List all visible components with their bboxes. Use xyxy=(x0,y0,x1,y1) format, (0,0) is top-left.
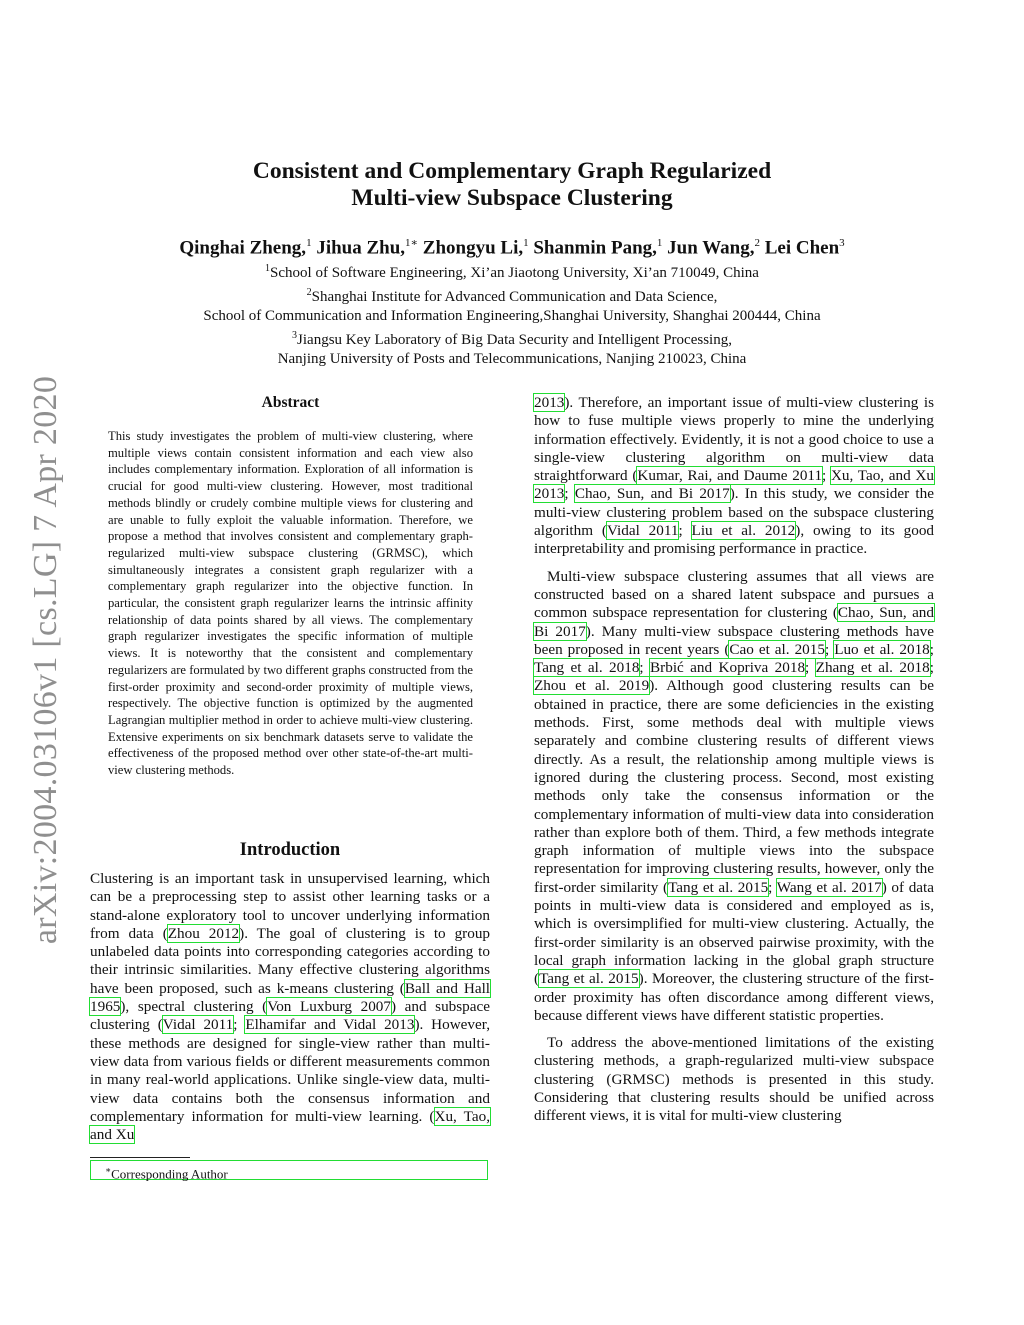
footnote-link[interactable] xyxy=(90,1160,488,1180)
author-affiliation-mark: 1 xyxy=(306,237,312,249)
author-name: Shanmin Pang, xyxy=(533,237,657,259)
intro-paragraph-2: Multi-view subspace clustering assumes that all views are constructed based on a shared latent subspace and pursues a common subspace representation for clustering (Chao, Sun, and Bi 2017). Many multi-view subspace clustering methods have been proposed in recent years (Cao et al. 2015; Luo et al. 2018; Tang et al. 2018; Brbić and Kopriva 2018; Zhang et al. 2018; Zhou et al. 2019). Although good clustering results can be obtained in practice, there are some deficiencies in the existing methods. First, some methods deal with multiple views separately and combine clustering results of different views directly. As a result, the relationship among multiple views is ignored during the clustering process. Second, most existing methods only take the consensus information or the complementary information of multi-view data into consideration rather than explore both of them. Third, a few methods integrate graph information of multiple views into the subspace representation for improving clustering results, however, only the first-order similarity (Tang et al. 2015; Wang et al. 2017) of data points in multi-view data is considered and employed as is, which is oversimplified for multi-view clustering. Actually, the first-order similarity is an observed pairwise proximity, with the local graph information lacking in the global graph structure (Tang et al. 2015). Moreover, the clustering structure of the first-order proximity has often discordance among different views, because different views have different statistic properties. xyxy=(534,567,934,1024)
citation-link[interactable]: Vidal 2011 xyxy=(606,522,679,540)
citation-link[interactable]: Wang et al. 2017 xyxy=(776,878,882,896)
footnote-text: Corresponding Author xyxy=(111,1166,228,1182)
abstract-heading: Abstract xyxy=(261,394,320,411)
affiliations xyxy=(0,259,1024,369)
arxiv-sidebar-stamp xyxy=(22,365,70,955)
citation-link[interactable]: Zhang et al. 2018 xyxy=(815,659,930,677)
citation-link[interactable]: Zhou 2012 xyxy=(167,924,240,942)
footnote-rule xyxy=(90,1157,190,1158)
citation-link[interactable]: Kumar, Rai, and Daume 2011 xyxy=(637,467,823,485)
left-column-body xyxy=(90,870,490,1144)
citation-link[interactable]: Chao, Sun, and Bi 2017 xyxy=(534,604,934,640)
citation-link[interactable]: Liu et al. 2012 xyxy=(691,522,796,540)
author-name: Jihua Zhu, xyxy=(316,237,406,259)
affiliation-3: $^3$Jiangsu Key Laboratory of Big Data Security and Intelligent Processing, xyxy=(292,330,732,348)
author-name: Zhongyu Li, xyxy=(422,237,524,259)
abstract-text: This study investigates the problem of multi-view clustering, where multiple views contain consistent information and each view also includes complementary information. Exploration of all information is crucial for good multi-view clustering. However, most traditional methods blindly or crudely combine multiple views for clustering and are unable to fully exploit the valuable information. Therefore, we propose a method that involves consistent and complementary graph-regularized multi-view subspace clustering (GRMSC), which simultaneously integrates a consistent graph regularizer with a complementary graph regularizer into the objective function. In particular, the consistent graph regularizer learns the intrinsic affinity relationship of data points shared by all views. The complementary graph regularizer investigates the specific information of multiple views. It is noteworthy that the consistent and complementary regularizers are formulated by two different graphs constructed from the first-order proximity and second-order proximity of multiple views, respectively. The objective function is optimized by the augmented Lagrangian multiplier method in order to achieve multi-view clustering. Extensive experiments on six benchmark datasets serve to validate the effectiveness of the proposed method over other state-of-the-art multi-view clustering methods. xyxy=(108,429,473,778)
title-line-2: Multi-view Subspace Clustering xyxy=(351,185,673,211)
intro-paragraph-3: To address the above-mentioned limitations of the existing clustering methods, a graph-regularized multi-view subspace clustering (GRMSC) methods is presented in this study. Considering that clustering results should be unified across different views, it is vital for multi-view clustering xyxy=(534,1034,934,1125)
citation-link[interactable]: Cao et al. 2015 xyxy=(729,640,825,658)
affiliation-2-cont: School of Communication and Information Engineering,Shanghai University, Shanghai 200444, China xyxy=(203,308,821,324)
citation-link[interactable]: Tang et al. 2015 xyxy=(539,970,639,988)
author-affiliation-mark: 3 xyxy=(839,237,845,249)
affiliation-1: $^1$School of Software Engineering, Xi’an Jiaotong University, Xi’an 710049, China xyxy=(265,263,759,281)
title-line-1: Consistent and Complementary Graph Regularized xyxy=(252,158,772,184)
citation-link[interactable]: Chao, Sun, and Bi 2017 xyxy=(574,485,730,503)
citation-link[interactable]: Xu, Tao, and Xu 2013 xyxy=(534,467,934,503)
citation-link[interactable]: Tang et al. 2018 xyxy=(534,659,640,677)
author-affiliation-mark: 1∗ xyxy=(405,237,419,249)
citation-link[interactable]: 2013 xyxy=(534,394,565,411)
citation-link[interactable]: Von Luxburg 2007 xyxy=(267,998,391,1016)
footnote-mark: ∗ xyxy=(105,1165,112,1175)
author-name: Lei Chen xyxy=(764,237,840,259)
citation-link[interactable]: Xu, Tao, and Xu xyxy=(90,1107,491,1144)
author-affiliation-mark: 1 xyxy=(656,237,663,249)
affiliation-2: $^2$Shanghai Institute for Advanced Communication and Data Science, xyxy=(306,287,718,305)
paper-title xyxy=(0,158,1024,212)
citation-link[interactable]: Luo et al. 2018 xyxy=(834,640,930,658)
author-name: Qinghai Zheng, xyxy=(179,237,307,259)
citation-link[interactable]: Tang et al. 2015 xyxy=(668,878,769,896)
citation-link[interactable]: Vidal 2011 xyxy=(162,1016,234,1034)
right-column-body xyxy=(534,394,934,1126)
affiliation-3-cont: Nanjing University of Posts and Telecommunications, Nanjing 210023, China xyxy=(277,351,747,367)
arxiv-identifier: arXiv:2004.03106v1 [cs.LG] 7 Apr 2020 xyxy=(27,375,64,945)
intro-paragraph-1: Clustering is an important task in unsupervised learning, which can be a preprocessing step to assist other learning tasks or a stand-alone exploratory tool to uncover underlying information from data (Zhou 2012). The goal of clustering is to group unlabeled data points into corresponding categories according to their intrinsic similarities. Many effective clustering algorithms have been proposed, such as k-means clustering (Ball and Hall 1965), spectral clustering (Von Luxburg 2007) and subspace clustering (Vidal 2011; Elhamifar and Vidal 2013). However, these methods are designed for single-view rather than multi-view data from various fields or different measurements common in many real-world applications. Unlike single-view data, multi-view data contains both the consensus information and complementary information for multi-view learning. (Xu, Tao, and Xu xyxy=(90,870,491,1144)
citation-link[interactable]: Zhou et al. 2019 xyxy=(534,677,650,695)
citation-link[interactable]: Brbić and Kopriva 2018 xyxy=(650,659,806,677)
introduction-heading: Introduction xyxy=(239,840,341,860)
author-list xyxy=(0,236,1024,259)
author-name: Jun Wang, xyxy=(667,237,755,259)
intro-paragraph-1-continued: 2013). Therefore, an important issue of multi-view clustering is how to fuse multiple views properly to mine the underlying information effectively. Evidently, it is not a good choice to use a single-view clustering algorithm on multi-view data straightforward (Kumar, Rai, and Daume 2011; Xu, Tao, and Xu 2013; Chao, Sun, and Bi 2017). In this study, we consider the multi-view clustering problem based on the subspace clustering algorithm (Vidal 2011; Liu et al. 2012), owing to its good interpretability and promising performance in practice. xyxy=(534,394,935,558)
author-affiliation-mark: 2 xyxy=(754,237,760,249)
citation-link[interactable]: Ball and Hall 1965 xyxy=(90,979,491,1016)
citation-link[interactable]: Elhamifar and Vidal 2013 xyxy=(245,1016,415,1034)
author-affiliation-mark: 1 xyxy=(523,237,529,249)
